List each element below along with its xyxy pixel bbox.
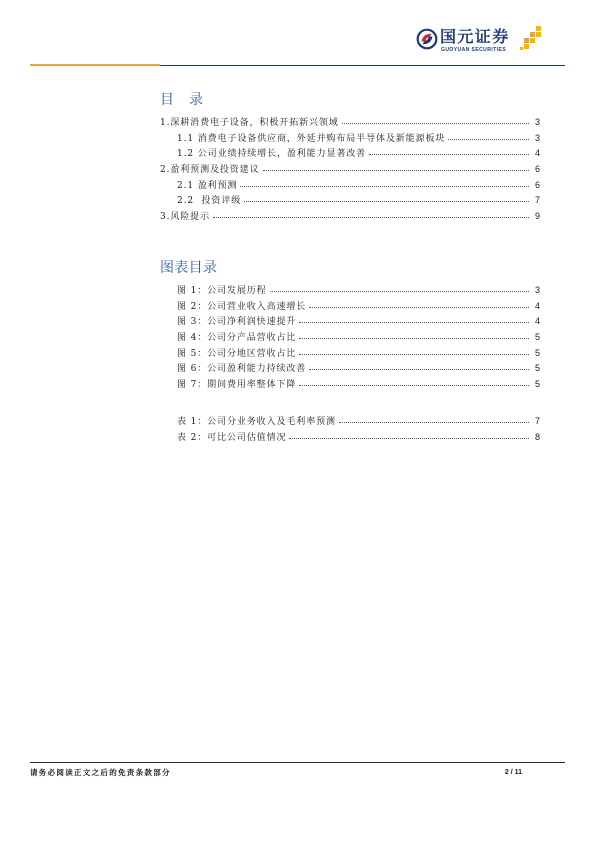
figure-entry-label: 图 2：公司营业收入高速增长 <box>177 301 307 312</box>
toc-entry-2-2[interactable] <box>160 193 540 209</box>
figure-entry-5[interactable] <box>160 346 540 362</box>
toc-entry-page: 3 <box>534 132 540 143</box>
figure-entry-label: 图 7：期间费用率整体下降 <box>177 380 297 391</box>
logo-english-name: GUOYUAN SECURITIES <box>441 47 507 53</box>
toc-entry-page: 9 <box>534 211 540 222</box>
figure-entry-page: 5 <box>534 347 540 358</box>
table-entry-label: 表 1：公司分业务收入及毛利率预测 <box>177 417 336 427</box>
dot-leader <box>270 291 529 292</box>
figure-entry-6[interactable] <box>160 361 540 377</box>
guoyuan-logo-icon <box>416 28 438 50</box>
dot-leader <box>244 201 529 202</box>
table-entry-page: 8 <box>534 431 540 442</box>
table-entry-page: 7 <box>534 416 540 426</box>
dot-leader <box>339 422 529 423</box>
figure-entry-page: 4 <box>534 316 540 327</box>
dot-leader <box>299 354 529 355</box>
figure-entry-page: 5 <box>534 363 540 374</box>
toc-entry-page: 6 <box>534 179 540 190</box>
figure-entry-label: 图 3：公司净利润快速提升 <box>177 317 297 328</box>
figure-entry-1[interactable] <box>160 283 540 299</box>
figure-entry-label: 图 5：公司分地区营收占比 <box>177 348 297 359</box>
dot-leader <box>448 139 529 140</box>
dot-leader <box>240 186 529 187</box>
toc-entry-1[interactable] <box>160 115 540 131</box>
header-rule-navy <box>160 65 565 66</box>
toc-entry-2-1[interactable] <box>160 178 540 194</box>
table-list <box>160 414 540 445</box>
logo-chinese-name: 国元证券 <box>440 27 510 46</box>
toc-entry-page: 6 <box>534 164 540 175</box>
table-entry-1[interactable] <box>160 414 540 430</box>
figure-entry-label: 图 6：公司盈利能力持续改善 <box>177 364 307 375</box>
figure-entry-3[interactable] <box>160 314 540 330</box>
header-rule-gold <box>30 64 160 66</box>
dot-leader <box>369 154 529 155</box>
figure-entry-label: 图 4：公司分产品营收占比 <box>177 333 297 344</box>
toc-entry-label: 1.1 消费电子设备供应商，外延并购布局半导体及新能源板块 <box>177 133 446 144</box>
toc-list <box>160 115 540 225</box>
toc-entry-label: 2.1 盈利预测 <box>177 180 238 191</box>
dot-leader <box>263 170 530 171</box>
toc-entry-page: 3 <box>534 117 540 127</box>
toc-entry-3[interactable] <box>160 209 540 225</box>
chart-toc-title: 图表目录 <box>160 260 218 276</box>
toc-entry-2[interactable] <box>160 162 540 178</box>
figure-entry-page: 4 <box>534 300 540 311</box>
table-entry-label: 表 2：可比公司估值情况 <box>177 432 287 443</box>
figure-entry-4[interactable] <box>160 330 540 346</box>
footer-page-number: 2 / 11 <box>504 769 522 776</box>
dot-leader <box>299 338 529 339</box>
toc-entry-label: 1.深耕消费电子设备，积极开拓新兴领域 <box>160 118 339 128</box>
dot-leader <box>309 307 529 308</box>
dot-leader <box>342 123 529 124</box>
footer-rule <box>30 762 565 763</box>
toc-entry-label: 3.风险提示 <box>160 212 210 223</box>
toc-entry-page: 7 <box>534 195 540 206</box>
figure-entry-7[interactable] <box>160 377 540 393</box>
figure-entry-page: 5 <box>534 332 540 343</box>
toc-entry-1-1[interactable] <box>160 131 540 147</box>
table-entry-2[interactable] <box>160 430 540 446</box>
figure-entry-label: 图 1：公司发展历程 <box>177 286 267 296</box>
toc-title: 目 录 <box>160 92 204 108</box>
figure-entry-page: 3 <box>534 285 540 295</box>
figure-entry-2[interactable] <box>160 299 540 315</box>
dot-leader <box>309 369 529 370</box>
dot-leader <box>299 322 529 323</box>
toc-entry-label: 2.2 投资评级 <box>177 196 242 207</box>
figure-entry-page: 5 <box>534 379 540 390</box>
dot-leader <box>299 385 529 386</box>
toc-entry-label: 1.2 公司业绩持续增长，盈利能力显著改善 <box>177 149 367 160</box>
toc-entry-label: 2.盈利预测及投资建议 <box>160 165 260 176</box>
pixel-stairs-icon <box>520 26 542 52</box>
toc-entry-1-2[interactable] <box>160 146 540 162</box>
figure-list <box>160 283 540 393</box>
toc-entry-page: 4 <box>534 148 540 159</box>
dot-leader <box>213 217 529 218</box>
footer-disclaimer: 请务必阅读正文之后的免责条款部分 <box>30 768 171 777</box>
dot-leader <box>289 438 529 439</box>
